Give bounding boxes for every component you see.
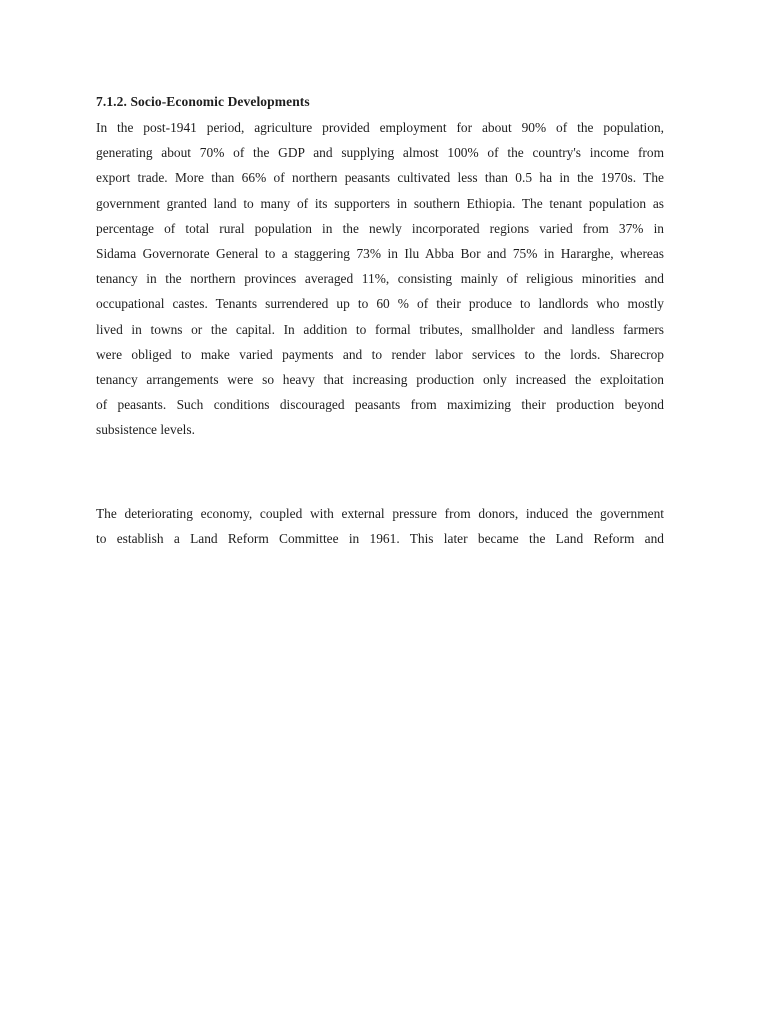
text-line: tenancy in the northern provinces averaged 11%, consisting mainly of religious minorities and xyxy=(96,271,664,287)
text-line: occupational castes. Tenants surrendered up to 60 % of their produce to landlords who mostly xyxy=(96,296,664,312)
text-line: of peasants. Such conditions discouraged peasants from maximizing their production beyond xyxy=(96,397,664,413)
text-line: percentage of total rural population in the newly incorporated regions varied from 37% in xyxy=(96,220,664,236)
text-line: subsistence levels. xyxy=(96,422,195,438)
text-line: generating about 70% of the GDP and supplying almost 100% of the country's income from xyxy=(96,145,664,161)
section-heading: 7.1.2. Socio-Economic Developments xyxy=(96,94,310,109)
text-line: were obliged to make varied payments and to render labor services to the lords. Sharecrop xyxy=(96,346,664,362)
text-line: government granted land to many of its supporters in southern Ethiopia. The tenant population as xyxy=(96,195,664,211)
text-line: In the post-1941 period, agriculture provided employment for about 90% of the population, xyxy=(96,120,664,135)
paragraph-socio-economic xyxy=(96,115,664,442)
text-line: export trade. More than 66% of northern peasants cultivated less than 0.5 ha in the 1970s. The xyxy=(96,170,664,186)
text-line: to establish a Land Reform Committee in 1961. This later became the Land Reform and xyxy=(96,531,664,547)
text-line: lived in towns or the capital. In addition to formal tributes, smallholder and landless farmers xyxy=(96,321,664,337)
text-line: tenancy arrangements were so heavy that increasing production only increased the exploitation xyxy=(96,371,664,387)
text-line: The deteriorating economy, coupled with external pressure from donors, induced the government xyxy=(96,506,664,521)
text-line: Sidama Governorate General to a staggering 73% in Ilu Abba Bor and 75% in Hararghe, whereas xyxy=(96,245,664,261)
paragraph-land-reform xyxy=(96,501,664,551)
